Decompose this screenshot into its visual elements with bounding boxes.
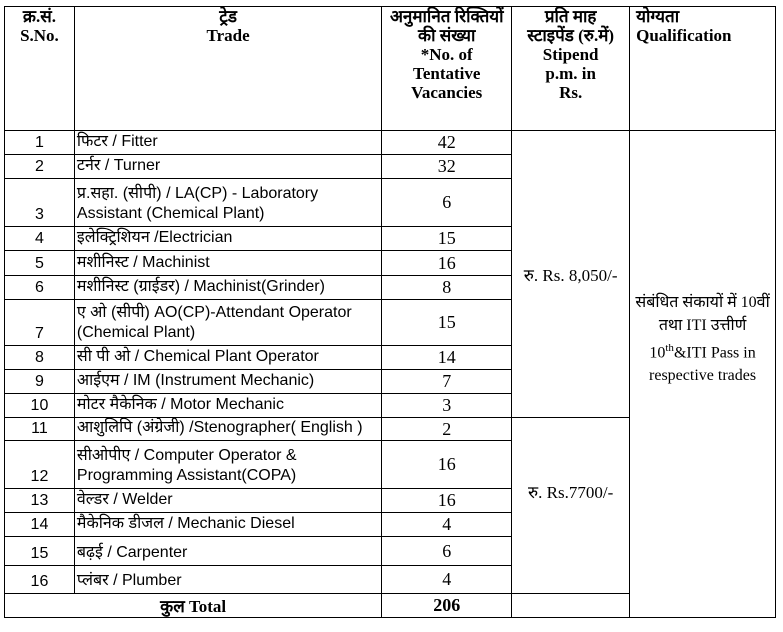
row-trade: आईएम / IM (Instrument Mechanic) [74,370,381,394]
row-vacancies: 14 [382,346,512,370]
qualification-hindi-line2: तथा ITI उत्तीर्ण [658,316,747,334]
header-vacancies [382,7,512,131]
row-sno: 15 [5,537,75,566]
row-sno: 9 [5,370,75,394]
row-trade: वेल्डर / Welder [74,489,381,513]
header-sno-hindi: क्र.सं. [22,7,56,26]
qualification-iti-pass: &ITI Pass in [673,344,756,362]
header-stipend [512,7,630,131]
row-sno: 6 [5,276,75,300]
row-sno: 4 [5,227,75,251]
row-sno: 8 [5,346,75,370]
row-trade: मैकेनिक डीजल / Mechanic Diesel [74,513,381,537]
qualification-english-line2: respective trades [649,367,757,385]
header-sno-english: S.No. [20,26,59,45]
row-vacancies: 42 [382,131,512,155]
row-trade: मशीनिस्ट (ग्राईडर) / Machinist(Grinder) [74,276,381,300]
header-sno [5,7,75,131]
header-stipend-hindi: प्रति माह स्टाइपेंड (रु.में) [527,7,615,45]
row-trade: मशीनिस्ट / Machinist [74,251,381,276]
row-trade: मोटर मैकेनिक / Motor Mechanic [74,394,381,418]
row-vacancies: 6 [382,537,512,566]
row-sno: 5 [5,251,75,276]
row-vacancies: 15 [382,227,512,251]
qualification-th: th [665,341,674,354]
row-vacancies: 4 [382,566,512,594]
row-trade: प्लंबर / Plumber [74,566,381,594]
row-trade: प्र.सहा. (सीपी) / LA(CP) - Laboratory Assistant (Chemical Plant) [74,179,381,227]
row-vacancies: 8 [382,276,512,300]
row-vacancies: 16 [382,489,512,513]
row-trade: बढ़ई / Carpenter [74,537,381,566]
row-sno: 11 [5,418,75,441]
row-sno: 7 [5,300,75,346]
header-trade-english: Trade [206,26,250,45]
row-sno: 3 [5,179,75,227]
row-trade: सी पी ओ / Chemical Plant Operator [74,346,381,370]
total-value: 206 [382,594,512,618]
row-sno: 14 [5,513,75,537]
row-trade: फिटर / Fitter [74,131,381,155]
qualification-10: 10 [649,344,666,362]
qualification-hindi-line1: संबंधित संकायों में 10वीं [635,293,770,311]
row-sno: 16 [5,566,75,594]
header-qualification-english: Qualification [636,26,732,45]
row-sno: 2 [5,155,75,179]
vacancy-table [4,6,776,618]
row-trade: इलेक्ट्रिशियन /Electrician [74,227,381,251]
header-vacancies-hindi: अनुमानित रिक्तियों की संख्या [389,7,504,45]
header-trade [74,7,381,131]
row-vacancies: 2 [382,418,512,441]
qualification-english-line1 [630,337,775,364]
stipend-group-2 [512,418,630,594]
row-sno: 13 [5,489,75,513]
row-sno: 1 [5,131,75,155]
row-trade: आशुलिपि (अंग्रेजी) /Stenographer( English ) [74,418,381,441]
row-trade: ए ओ (सीपी) AO(CP)-Attendant Operator (Chemical Plant) [74,300,381,346]
qualification-cell [630,131,776,618]
row-vacancies: 16 [382,441,512,489]
header-vacancies-english: *No. of Tentative Vacancies [411,45,483,102]
header-stipend-english: Stipend p.m. in Rs. [542,45,599,102]
total-label: कुल Total [5,594,382,618]
row-vacancies: 7 [382,370,512,394]
table-row [5,131,776,155]
header-trade-hindi: ट्रेड [219,7,237,26]
header-row [5,7,776,131]
stipend-group-2-text: रु. Rs.7700/- [528,483,614,502]
row-trade: टर्नर / Turner [74,155,381,179]
header-qualification [630,7,776,131]
row-trade: सीओपीए / Computer Operator & Programming Assistant(COPA) [74,441,381,489]
row-vacancies: 32 [382,155,512,179]
stipend-group-1: रु. Rs. 8,050/- [512,131,630,418]
row-sno: 12 [5,441,75,489]
row-sno: 10 [5,394,75,418]
total-empty-cell [512,594,630,618]
header-qualification-hindi: योग्यता [636,7,680,26]
row-vacancies: 15 [382,300,512,346]
row-vacancies: 4 [382,513,512,537]
row-vacancies: 6 [382,179,512,227]
row-vacancies: 3 [382,394,512,418]
row-vacancies: 16 [382,251,512,276]
